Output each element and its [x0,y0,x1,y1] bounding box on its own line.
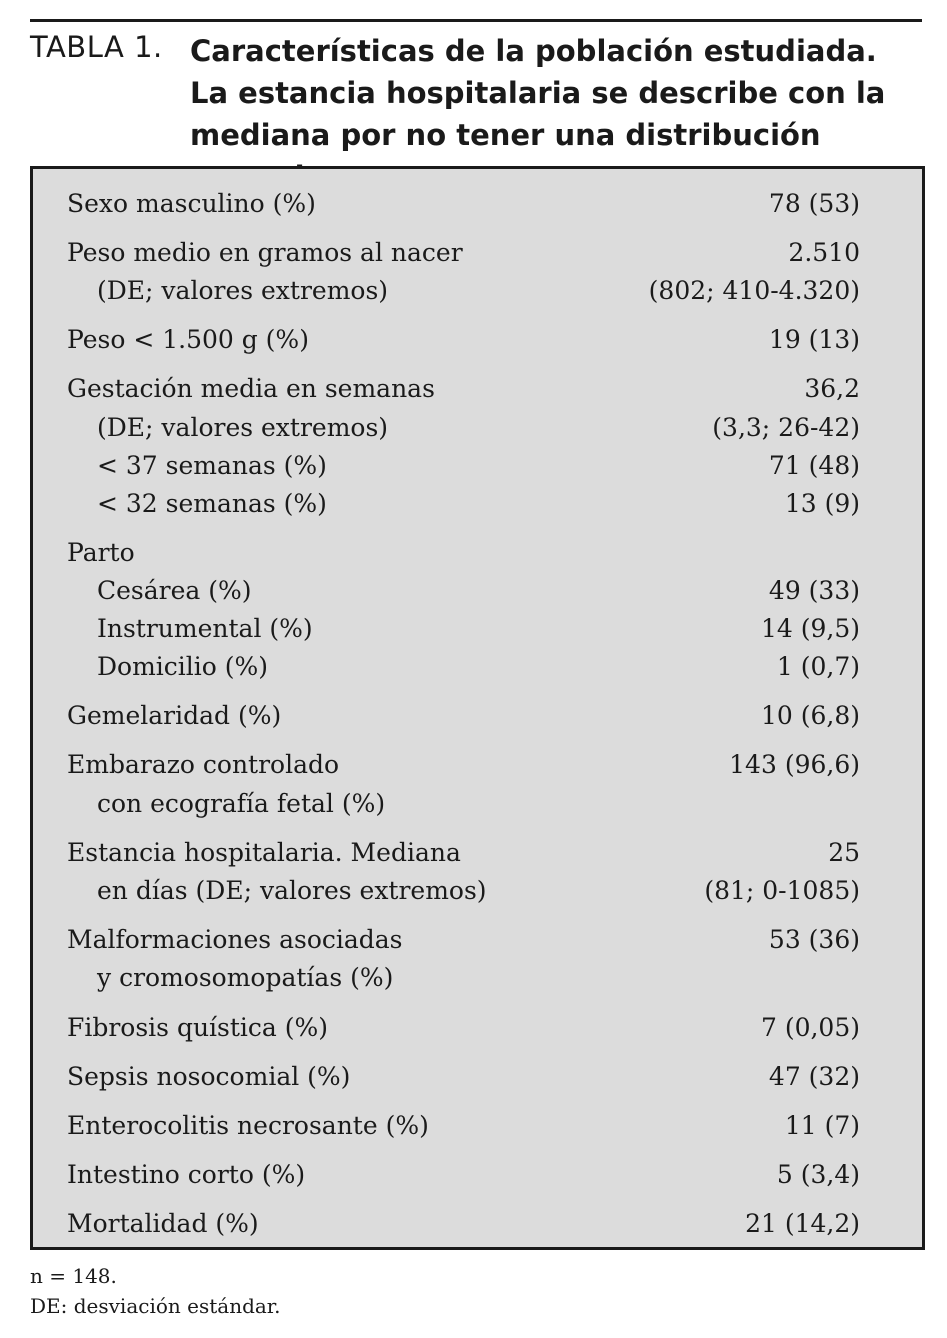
table-row [33,785,922,823]
footnote-de: DE: desviación estándar. [30,1294,281,1318]
row-value: 14 (9,5) [760,614,860,643]
row-label: Fibrosis quística (%) [67,1013,329,1042]
data-table [30,166,925,1250]
row-label: Cesárea (%) [97,576,252,605]
table-row [33,872,922,910]
row-value: 19 (13) [768,325,860,354]
footnote-n: n = 148. [30,1264,117,1288]
table-row [33,409,922,447]
row-value: 13 (9) [784,489,860,518]
table-row [33,610,922,648]
row-label: Gestación media en semanas [67,374,435,403]
row-value: 2.510 [788,238,860,267]
row-label: Sexo masculino (%) [67,189,316,218]
row-value: (81; 0-1085) [704,876,860,905]
table-row [33,447,922,485]
table-row [33,1205,922,1243]
row-label: Domicilio (%) [97,652,269,681]
row-value: 53 (36) [768,925,860,954]
row-value: 1 (0,7) [776,652,860,681]
row-label: Peso < 1.500 g (%) [67,325,309,354]
row-label: (DE; valores extremos) [97,276,389,305]
table-title-line: Características de la población estudiada. [190,34,877,68]
table-row [33,1009,922,1047]
row-label: Intestino corto (%) [67,1160,306,1189]
row-value: 10 (6,8) [760,701,860,730]
row-label: Sepsis nosocomial (%) [67,1062,351,1091]
row-value: 143 (96,6) [729,750,860,779]
table-row [33,1156,922,1194]
row-value: 47 (32) [768,1062,860,1091]
table-row [33,485,922,523]
row-label: Enterocolitis necrosante (%) [67,1111,429,1140]
row-value: 11 (7) [784,1111,860,1140]
table-label: TABLA 1. [30,30,163,64]
row-label: Estancia hospitalaria. Mediana [67,838,461,867]
row-label: y cromosomopatías (%) [97,963,394,992]
row-value: 25 [828,838,860,867]
row-value: 5 (3,4) [776,1160,860,1189]
table-row [33,1058,922,1096]
row-value: (802; 410-4.320) [648,276,860,305]
table-row [33,321,922,359]
table-row [33,697,922,735]
row-value: (3,3; 26-42) [712,413,860,442]
row-label: en días (DE; valores extremos) [97,876,487,905]
table-row [33,185,922,223]
row-label: (DE; valores extremos) [97,413,389,442]
row-label: Malformaciones asociadas [67,925,403,954]
table-row [33,648,922,686]
table-row [33,534,922,572]
row-value: 7 (0,05) [760,1013,860,1042]
table-row [33,921,922,959]
row-value: 78 (53) [768,189,860,218]
row-label: Parto [67,538,135,567]
top-rule [30,19,922,22]
row-value: 49 (33) [768,576,860,605]
row-label: Embarazo controlado [67,750,340,779]
table-row [33,572,922,610]
table-row [33,272,922,310]
table-row [33,959,922,997]
row-value: 36,2 [804,374,860,403]
row-label: Peso medio en gramos al nacer [67,238,463,267]
row-label: Mortalidad (%) [67,1209,259,1238]
row-label: < 32 semanas (%) [97,489,327,518]
table-title-line: La estancia hospitalaria se describe con la [190,76,886,110]
row-value: 21 (14,2) [745,1209,860,1238]
table-row [33,370,922,408]
table-row [33,234,922,272]
table-row [33,834,922,872]
row-label: < 37 semanas (%) [97,451,327,480]
row-label: Gemelaridad (%) [67,701,282,730]
table-row [33,1107,922,1145]
table-title-line: mediana por no tener una distribución [190,118,821,152]
table-row [33,746,922,784]
row-label: con ecografía fetal (%) [97,789,386,818]
row-label: Instrumental (%) [97,614,313,643]
row-value: 71 (48) [768,451,860,480]
